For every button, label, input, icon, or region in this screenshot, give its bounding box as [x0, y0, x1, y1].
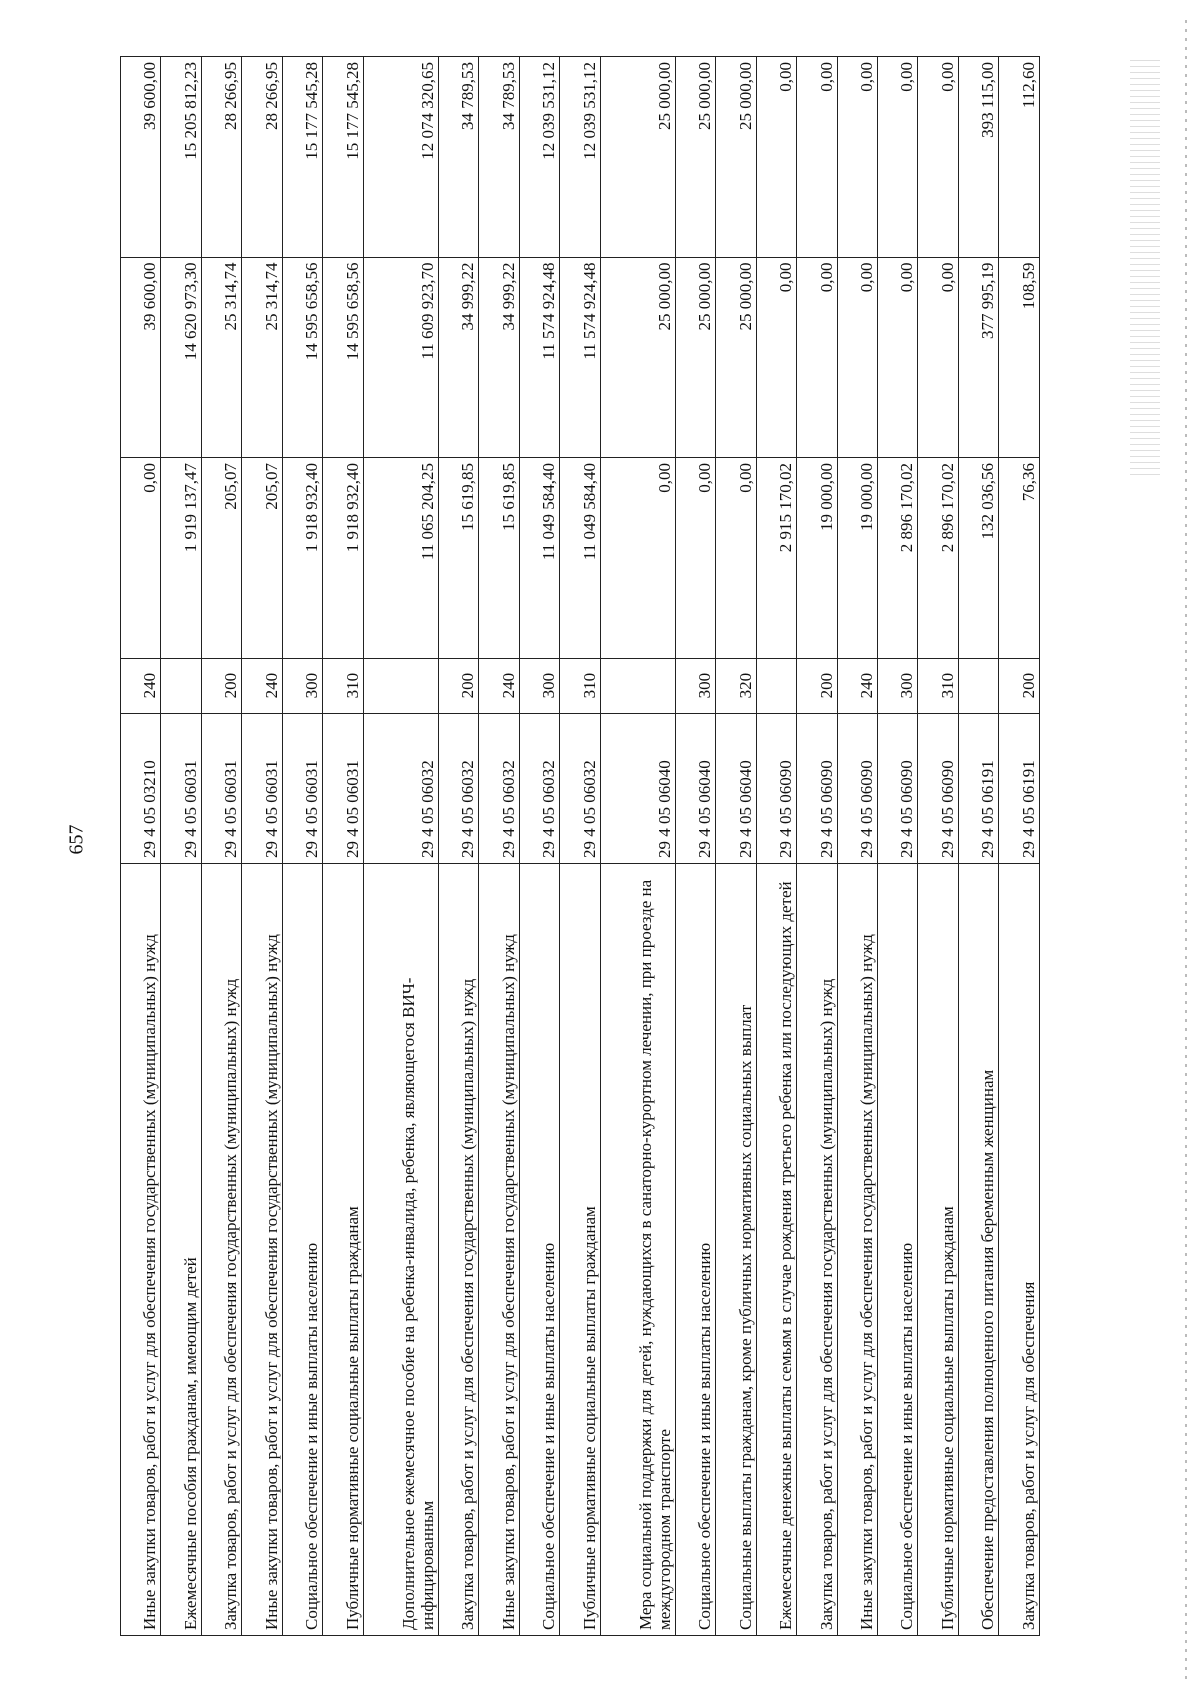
table-row [363, 57, 438, 1636]
row-value-2-cell: 11 574 924,48 [519, 257, 559, 458]
table-row [242, 57, 282, 1636]
page-number: 657 [65, 824, 88, 855]
row-name-cell: Социальные выплаты гражданам, кроме публичных нормативных социальных выплат [716, 864, 756, 1636]
budget-table [120, 56, 1040, 1636]
row-value-2-cell: 108,59 [999, 257, 1040, 458]
row-name-cell: Ежемесячные пособия гражданам, имеющим детей [161, 864, 201, 1636]
row-value-3-cell: 0,00 [918, 57, 958, 258]
table-row [201, 57, 241, 1636]
row-value-1-cell: 205,07 [242, 458, 282, 659]
budget-table-body [121, 57, 1040, 1636]
row-value-2-cell: 0,00 [797, 257, 837, 458]
row-code-cell: 29 4 05 06031 [161, 713, 201, 863]
row-name-cell: Социальное обеспечение и иные выплаты населению [878, 864, 918, 1636]
row-value-2-cell: 11 574 924,48 [560, 257, 600, 458]
row-value-2-cell: 14 620 973,30 [161, 257, 201, 458]
table-row [837, 57, 877, 1636]
row-code-cell: 29 4 05 06031 [282, 713, 322, 863]
row-vr-cell: 200 [201, 658, 241, 713]
row-name-cell: Социальное обеспечение и иные выплаты населению [519, 864, 559, 1636]
table-row [675, 57, 715, 1636]
row-value-2-cell: 11 609 923,70 [363, 257, 438, 458]
row-value-3-cell: 39 600,00 [121, 57, 161, 258]
row-name-cell: Закупка товаров, работ и услуг для обеспечения государственных (муниципальных) нужд [797, 864, 837, 1636]
row-value-2-cell: 39 600,00 [121, 257, 161, 458]
row-value-3-cell: 0,00 [797, 57, 837, 258]
row-value-2-cell: 25 000,00 [675, 257, 715, 458]
row-vr-cell: 200 [438, 658, 478, 713]
row-value-2-cell: 34 999,22 [479, 257, 519, 458]
row-vr-cell: 300 [675, 658, 715, 713]
row-value-3-cell: 12 039 531,12 [560, 57, 600, 258]
row-vr-cell: 300 [282, 658, 322, 713]
scan-noise [1130, 60, 1160, 480]
row-vr-cell: 320 [716, 658, 756, 713]
row-code-cell: 29 4 05 06090 [756, 713, 796, 863]
row-vr-cell: 200 [999, 658, 1040, 713]
row-value-2-cell: 377 995,19 [958, 257, 998, 458]
table-row [323, 57, 363, 1636]
row-code-cell: 29 4 05 06090 [918, 713, 958, 863]
row-vr-cell [161, 658, 201, 713]
row-value-3-cell: 0,00 [878, 57, 918, 258]
row-vr-cell: 300 [519, 658, 559, 713]
row-value-3-cell: 12 074 320,65 [363, 57, 438, 258]
row-name-cell: Закупка товаров, работ и услуг для обеспечения государственных (муниципальных) нужд [438, 864, 478, 1636]
row-name-cell: Социальное обеспечение и иные выплаты населению [282, 864, 322, 1636]
row-vr-cell: 310 [918, 658, 958, 713]
row-value-1-cell: 1 919 137,47 [161, 458, 201, 659]
row-value-3-cell: 15 177 545,28 [282, 57, 322, 258]
row-code-cell: 29 4 05 06040 [675, 713, 715, 863]
row-name-cell: Публичные нормативные социальные выплаты гражданам [560, 864, 600, 1636]
table-row [716, 57, 756, 1636]
scan-edge [1185, 20, 1187, 1680]
row-name-cell: Публичные нормативные социальные выплаты гражданам [323, 864, 363, 1636]
row-vr-cell [600, 658, 675, 713]
row-vr-cell: 240 [837, 658, 877, 713]
row-value-1-cell: 2 896 170,02 [918, 458, 958, 659]
row-code-cell: 29 4 05 06032 [479, 713, 519, 863]
row-value-1-cell: 0,00 [121, 458, 161, 659]
row-name-cell: Иные закупки товаров, работ и услуг для обеспечения государственных (муниципальных) нужд [242, 864, 282, 1636]
table-row [479, 57, 519, 1636]
row-vr-cell [363, 658, 438, 713]
table-row [878, 57, 918, 1636]
row-value-1-cell: 2 915 170,02 [756, 458, 796, 659]
row-value-2-cell: 0,00 [878, 257, 918, 458]
row-value-2-cell: 0,00 [756, 257, 796, 458]
row-code-cell: 29 4 05 06032 [363, 713, 438, 863]
row-name-cell: Мера социальной поддержки для детей, нуждающихся в санаторно-курортном лечении, при проезде на междугородном транспорте [600, 864, 675, 1636]
row-code-cell: 29 4 05 06090 [878, 713, 918, 863]
row-code-cell: 29 4 05 06040 [716, 713, 756, 863]
row-name-cell: Иные закупки товаров, работ и услуг для обеспечения государственных (муниципальных) нужд [121, 864, 161, 1636]
row-value-3-cell: 34 789,53 [438, 57, 478, 258]
row-code-cell: 29 4 05 06031 [242, 713, 282, 863]
table-row [161, 57, 201, 1636]
row-name-cell: Иные закупки товаров, работ и услуг для обеспечения государственных (муниципальных) нужд [837, 864, 877, 1636]
row-vr-cell: 240 [479, 658, 519, 713]
table-row [519, 57, 559, 1636]
table-row [121, 57, 161, 1636]
row-name-cell: Дополнительное ежемесячное пособие на ребенка-инвалида, ребенка, являющегося ВИЧ-инфицированным [363, 864, 438, 1636]
row-value-3-cell: 25 000,00 [716, 57, 756, 258]
row-value-1-cell: 15 619,85 [479, 458, 519, 659]
row-value-1-cell: 2 896 170,02 [878, 458, 918, 659]
row-vr-cell [958, 658, 998, 713]
row-value-1-cell: 132 036,56 [958, 458, 998, 659]
row-name-cell: Иные закупки товаров, работ и услуг для обеспечения государственных (муниципальных) нужд [479, 864, 519, 1636]
table-row [560, 57, 600, 1636]
rotated-page [120, 56, 1040, 1636]
row-name-cell: Публичные нормативные социальные выплаты гражданам [918, 864, 958, 1636]
row-value-2-cell: 14 595 658,56 [282, 257, 322, 458]
row-vr-cell [756, 658, 796, 713]
row-code-cell: 29 4 05 06032 [560, 713, 600, 863]
row-value-3-cell: 15 177 545,28 [323, 57, 363, 258]
row-value-3-cell: 34 789,53 [479, 57, 519, 258]
row-value-3-cell: 112,60 [999, 57, 1040, 258]
row-value-1-cell: 19 000,00 [837, 458, 877, 659]
row-code-cell: 29 4 05 06031 [323, 713, 363, 863]
row-value-2-cell: 25 000,00 [600, 257, 675, 458]
row-value-2-cell: 25 000,00 [716, 257, 756, 458]
row-code-cell: 29 4 05 06191 [999, 713, 1040, 863]
table-row [918, 57, 958, 1636]
row-name-cell: Социальное обеспечение и иные выплаты населению [675, 864, 715, 1636]
row-vr-cell: 240 [242, 658, 282, 713]
row-value-3-cell: 15 205 812,23 [161, 57, 201, 258]
row-value-1-cell: 1 918 932,40 [323, 458, 363, 659]
row-value-3-cell: 28 266,95 [242, 57, 282, 258]
row-value-3-cell: 12 039 531,12 [519, 57, 559, 258]
row-value-2-cell: 25 314,74 [242, 257, 282, 458]
row-vr-cell: 310 [560, 658, 600, 713]
row-value-1-cell: 76,36 [999, 458, 1040, 659]
row-value-3-cell: 25 000,00 [675, 57, 715, 258]
row-value-1-cell: 11 065 204,25 [363, 458, 438, 659]
row-name-cell: Обеспечение предоставления полноценного питания беременным женщинам [958, 864, 998, 1636]
table-row [756, 57, 796, 1636]
row-code-cell: 29 4 05 06032 [438, 713, 478, 863]
row-value-1-cell: 15 619,85 [438, 458, 478, 659]
row-code-cell: 29 4 05 06032 [519, 713, 559, 863]
row-code-cell: 29 4 05 06040 [600, 713, 675, 863]
table-row [958, 57, 998, 1636]
table-row [438, 57, 478, 1636]
row-value-3-cell: 25 000,00 [600, 57, 675, 258]
row-code-cell: 29 4 05 06031 [201, 713, 241, 863]
row-value-1-cell: 11 049 584,40 [560, 458, 600, 659]
row-value-1-cell: 205,07 [201, 458, 241, 659]
row-value-2-cell: 0,00 [837, 257, 877, 458]
row-value-1-cell: 0,00 [675, 458, 715, 659]
row-vr-cell: 300 [878, 658, 918, 713]
row-name-cell: Ежемесячные денежные выплаты семьям в случае рождения третьего ребенка или последующих детей [756, 864, 796, 1636]
row-value-2-cell: 0,00 [918, 257, 958, 458]
row-value-1-cell: 0,00 [716, 458, 756, 659]
row-value-1-cell: 11 049 584,40 [519, 458, 559, 659]
row-value-2-cell: 25 314,74 [201, 257, 241, 458]
row-vr-cell: 200 [797, 658, 837, 713]
row-value-3-cell: 28 266,95 [201, 57, 241, 258]
row-vr-cell: 240 [121, 658, 161, 713]
table-row [999, 57, 1040, 1636]
table-row [600, 57, 675, 1636]
row-value-1-cell: 1 918 932,40 [282, 458, 322, 659]
row-name-cell: Закупка товаров, работ и услуг для обеспечения государственных (муниципальных) нужд [201, 864, 241, 1636]
row-code-cell: 29 4 05 03210 [121, 713, 161, 863]
table-row [282, 57, 322, 1636]
table-row [797, 57, 837, 1636]
row-value-1-cell: 19 000,00 [797, 458, 837, 659]
row-value-2-cell: 34 999,22 [438, 257, 478, 458]
row-value-2-cell: 14 595 658,56 [323, 257, 363, 458]
row-code-cell: 29 4 05 06191 [958, 713, 998, 863]
row-code-cell: 29 4 05 06090 [837, 713, 877, 863]
row-value-3-cell: 0,00 [837, 57, 877, 258]
row-value-1-cell: 0,00 [600, 458, 675, 659]
row-vr-cell: 310 [323, 658, 363, 713]
row-value-3-cell: 0,00 [756, 57, 796, 258]
row-code-cell: 29 4 05 06090 [797, 713, 837, 863]
row-value-3-cell: 393 115,00 [958, 57, 998, 258]
row-name-cell: Закупка товаров, работ и услуг для обеспечения [999, 864, 1040, 1636]
